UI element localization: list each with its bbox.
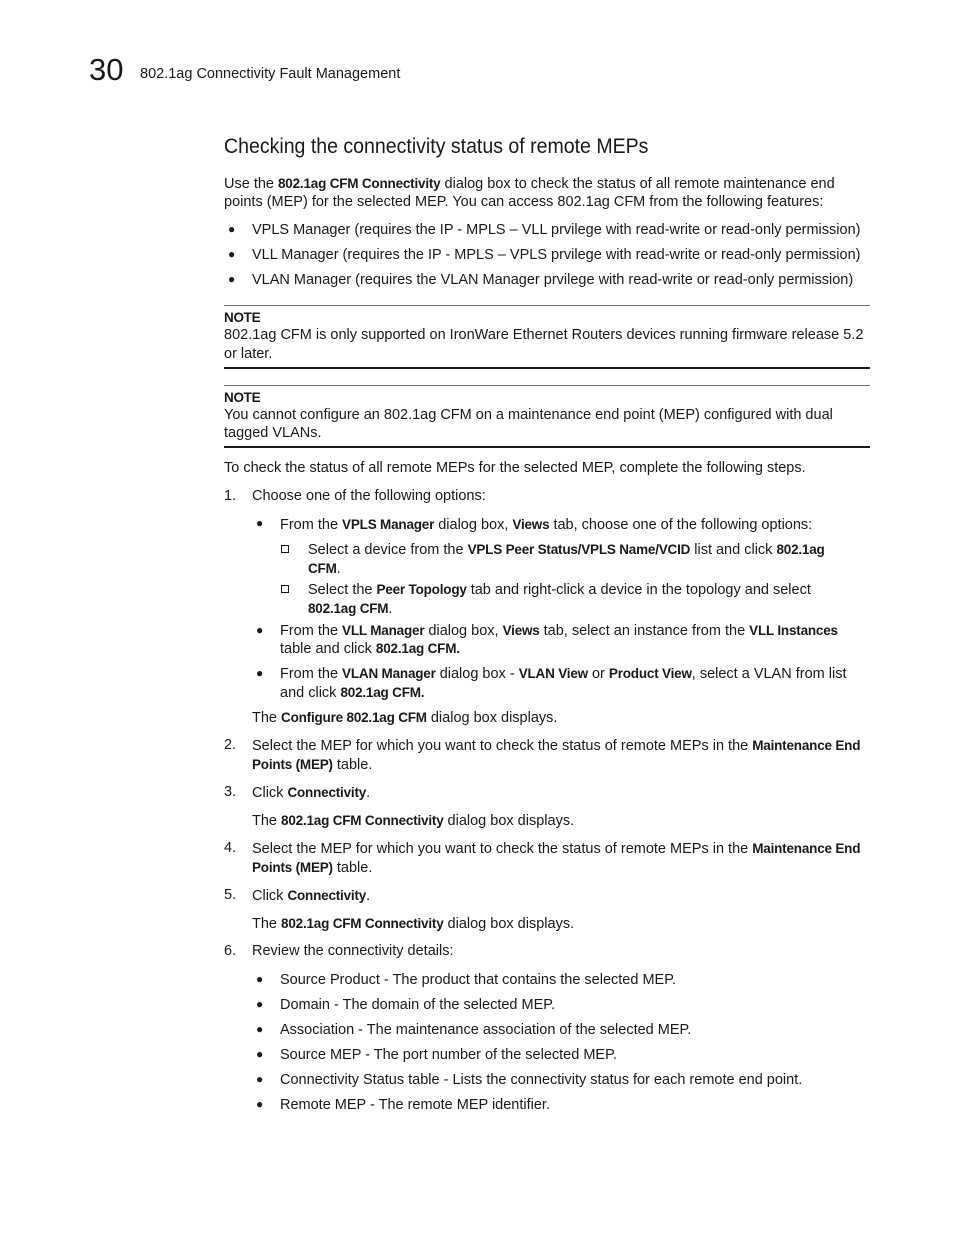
step-number: 4. [224,840,237,856]
text: The [252,916,282,932]
text: table. [332,757,373,773]
text: . [366,785,371,801]
bullet-icon: ● [256,1072,264,1086]
text: . [336,561,341,577]
ui-term: Configure 802.1ag CFM [281,710,427,725]
sub-option-item-cont [308,559,341,579]
note-label: NOTE [224,310,261,325]
text: dialog box displays. [426,710,558,726]
text: tab and right-click a device in the topology and select [466,582,811,598]
text: dialog box displays. [443,916,575,932]
ui-term: 802.1ag CFM. [340,685,425,700]
note-text: tagged VLANs. [224,425,322,441]
intro-bold: 802.1ag CFM Connectivity [278,176,441,191]
text: dialog box displays. [443,813,575,829]
ui-term: 802.1ag [776,542,825,557]
step-result [252,811,574,831]
step-number: 1. [224,488,237,504]
bullet-icon: ● [256,1097,264,1111]
feature-item: VPLS Manager (requires the IP - MPLS – VLL prvilege with read-write or read-only permission) [252,222,861,238]
text: dialog box, [434,517,513,533]
note-rule-bottom [224,367,870,369]
step-result [252,914,574,934]
sub-option-item [308,580,811,600]
bullet-icon: ● [256,1047,264,1061]
bullet-icon: ● [228,247,236,261]
text: Select the MEP for which you want to check the status of remote MEPs in the [252,738,753,754]
text: dialog box - [435,666,519,682]
text: . [388,601,393,617]
text: Click [252,785,288,801]
text: list and click [690,542,777,558]
bullet-icon: ● [256,1022,264,1036]
bullet-icon: ● [228,222,236,236]
step-number: 6. [224,943,237,959]
note-rule-bottom [224,446,870,448]
ui-term: VLL Instances [749,623,838,638]
ui-term: VLAN Manager [342,666,436,681]
ui-term: Views [502,623,540,638]
section-title: Checking the connectivity status of remote MEPs [224,135,649,158]
text: Select a device from the [308,542,468,558]
ui-term: CFM [308,561,337,576]
step-text-cont [252,755,372,775]
option-item [280,664,846,684]
text: Select the MEP for which you want to check the status of remote MEPs in the [252,841,753,857]
feature-item: VLAN Manager (requires the VLAN Manager prvilege with read-write or read-only permission) [252,272,854,288]
steps-intro: To check the status of all remote MEPs for the selected MEP, complete the following steps. [224,460,806,476]
sub-option-item-cont [308,599,392,619]
ui-term: VLAN View [518,666,588,681]
ui-term: Peer Topology [376,582,467,597]
ui-term: 802.1ag CFM [308,601,389,616]
text: From the [280,623,343,639]
step-text: Review the connectivity details: [252,943,454,959]
ui-term: 802.1ag CFM Connectivity [281,813,444,828]
ui-term: VPLS Manager [342,517,435,532]
bullet-icon: ● [228,272,236,286]
step-number: 5. [224,887,237,903]
chapter-title: 802.1ag Connectivity Fault Management [140,66,401,82]
intro-text: Use the [224,176,278,192]
detail-item: Source MEP - The port number of the selected MEP. [280,1047,617,1063]
ui-term: Maintenance End [752,841,861,856]
detail-item: Domain - The domain of the selected MEP. [280,997,556,1013]
text: , select a VLAN from list [691,666,847,682]
text: or [587,666,609,682]
option-item-cont [280,683,424,703]
ui-term: Views [512,517,550,532]
intro-line-2: points (MEP) for the selected MEP. You can access 802.1ag CFM from the following features: [224,194,824,210]
bullet-icon: ● [256,623,264,637]
text: Click [252,888,288,904]
bullet-icon: ● [256,997,264,1011]
ui-term: Points (MEP) [252,860,333,875]
text: . [366,888,371,904]
text: From the [280,517,343,533]
bullet-icon: ● [256,516,264,530]
intro-line-1 [224,174,835,194]
ui-term: Connectivity [287,785,367,800]
checkbox-bullet-icon [281,585,289,593]
text: and click [280,685,341,701]
step-number: 3. [224,784,237,800]
text: tab, choose one of the following options: [549,517,813,533]
step-result [252,708,557,728]
text: dialog box, [424,623,503,639]
step-text: Choose one of the following options: [252,488,486,504]
step-text-cont [252,858,372,878]
note-text: 802.1ag CFM is only supported on IronWare Ethernet Routers devices running firmware release 5.2 [224,327,864,343]
bullet-icon: ● [256,666,264,680]
detail-item: Association - The maintenance association of the selected MEP. [280,1022,692,1038]
step-number: 2. [224,737,237,753]
text: The [252,710,282,726]
text: table and click [280,641,376,657]
ui-term: 802.1ag CFM Connectivity [281,916,444,931]
ui-term: Product View [608,666,692,681]
chapter-number: 30 [89,52,124,87]
note-rule-top [224,385,870,386]
text: From the [280,666,343,682]
sub-option-item [308,540,825,560]
detail-item: Remote MEP - The remote MEP identifier. [280,1097,550,1113]
option-item [280,515,812,535]
ui-term: VPLS Peer Status/VPLS Name/VCID [467,542,691,557]
step-text [252,886,370,906]
bullet-icon: ● [256,972,264,986]
note-text: You cannot configure an 802.1ag CFM on a maintenance end point (MEP) configured with dual [224,407,833,423]
ui-term: Connectivity [287,888,367,903]
step-text [252,839,860,859]
ui-term: Points (MEP) [252,757,333,772]
option-item-cont [280,639,460,659]
ui-term: 802.1ag CFM. [375,641,460,656]
checkbox-bullet-icon [281,545,289,553]
note-rule-top [224,305,870,306]
ui-term: Maintenance End [752,738,861,753]
detail-item: Source Product - The product that contains the selected MEP. [280,972,677,988]
option-item [280,621,838,641]
note-label: NOTE [224,390,261,405]
step-text [252,736,860,756]
text: The [252,813,282,829]
text: tab, select an instance from the [539,623,750,639]
note-text: or later. [224,346,273,362]
feature-item: VLL Manager (requires the IP - MPLS – VPLS prvilege with read-write or read-only permission) [252,247,861,263]
ui-term: VLL Manager [342,623,425,638]
step-text [252,783,370,803]
intro-text: dialog box to check the status of all remote maintenance end [440,176,835,192]
text: table. [332,860,373,876]
detail-item: Connectivity Status table - Lists the connectivity status for each remote end point. [280,1072,803,1088]
text: Select the [308,582,377,598]
